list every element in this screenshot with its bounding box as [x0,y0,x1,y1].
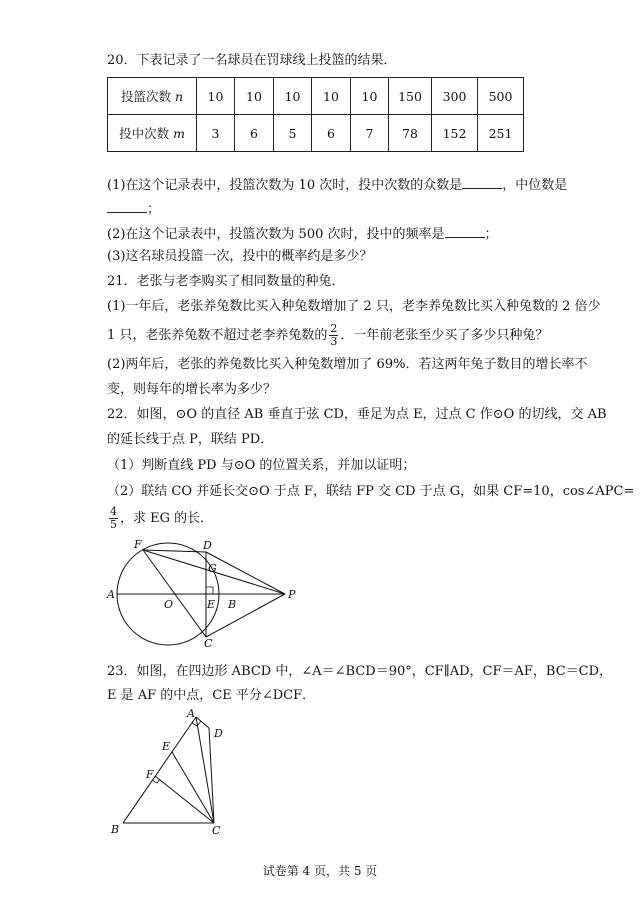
q21-part2-line1: (2)两年后，老张的养兔数比买入种兔数增加了 69%．若这两年兔子数目的增长率不 [107,357,588,372]
q21-stem: 21．老张与老李购买了相同数量的种兔． [107,274,345,289]
line-fd [143,550,206,552]
label-d: D [203,539,212,552]
q21-part1-line2: 1 只，老张养兔数不超过老李养兔数的 $\frac{2}{3}$ ．一年前老张至少买了多少只种兔？ [107,322,549,348]
table-row [108,78,524,115]
label-c: C [204,637,213,648]
table-cell: 251 [478,115,524,152]
side-ab [123,717,196,823]
q20-part3: (3)这名球员投篮一次，投中的概率约是多少？ [107,249,373,264]
q20-part1: (1)在这个记录表中，投篮次数为 10 次时，投中次数的众数是 ，中位数是 [107,175,567,195]
right-angle-mark [206,587,213,594]
table-cell: 5 [274,115,312,152]
q23-quadrilateral-figure [108,706,238,838]
q22-circle-figure [100,538,300,648]
q20-stem: 20．下表记录了一名球员在罚球线上投篮的结果． [107,53,397,68]
table-header-hits: 投中次数 m [108,115,197,152]
table-cell: 3 [197,115,235,152]
table-cell: 6 [235,115,274,152]
table-cell: 10 [197,78,235,115]
table-cell: 10 [274,78,312,115]
label-p: P [288,588,296,601]
fraction: $\frac{2}{3}$ [330,322,338,348]
q23-line1: 23．如图，在四边形 ABCD 中，∠A＝∠BCD＝90°，CF∥AD，CF＝AF，BC＝CD， [107,664,613,679]
label-b: B [111,823,120,836]
answer-blank [445,224,485,238]
label-a: A [107,588,115,601]
q22-line1: 22．如图，⊙O 的直径 AB 垂直于弦 CD，垂足为点 E，过点 C 作⊙O 的切线，交 AB [107,407,607,422]
table-row [108,115,524,152]
q20-part2: (2)在这个记录表中，投篮次数为 500 次时，投中的频率是 ； [107,224,498,244]
answer-blank [462,175,502,189]
table-cell: 10 [312,78,351,115]
table-cell: 7 [351,115,389,152]
label-c: C [212,824,221,837]
table-cell: 152 [432,115,478,152]
label-e: E [207,598,216,611]
segment-fc [155,776,214,823]
label-a: A [187,707,195,720]
line-pc [206,594,285,637]
fraction: $\frac{4}{5}$ [110,505,117,531]
page-footer: 试卷第 4 页，共 5 页 [262,864,378,878]
q21-part1-line1: (1)一年后，老张养兔数比买入种兔数增加了 2 只，老李养兔数比买入种兔数的 2 倍少 [107,299,601,314]
table-cell: 150 [389,78,432,115]
label-d: D [214,727,223,740]
label-e: E [162,740,171,753]
table-cell: 6 [312,115,351,152]
table-cell: 10 [235,78,274,115]
answer-blank [107,199,147,213]
label-f: F [146,768,154,781]
table-cell: 500 [478,78,524,115]
label-g: G [208,562,217,575]
q22-part1: （1）判断直线 PD 与⊙O 的位置关系，并加以证明； [107,458,416,473]
q21-part2-line2: 变，则每年的增长率为多少？ [107,382,277,397]
table-cell: 10 [351,78,389,115]
table-cell: 78 [389,115,432,152]
q22-line2: 的延长线于点 P，联结 PD． [107,432,274,447]
q22-part2: （2）联结 CO 并延长交⊙O 于点 F，联结 FP 交 CD 于点 G，如果 CF=10，cos∠APC= [107,484,635,499]
q20-part1-cont: ； [107,199,160,219]
q22-part2-cont: $\frac{4}{5}$ ，求 EG 的长． [110,505,214,531]
table-cell: 300 [432,78,478,115]
label-f: F [134,538,142,551]
table-header-shots: 投篮次数 n [108,78,197,115]
q20-table [107,77,524,152]
label-o: O [164,598,174,611]
q23-line2: E 是 AF 的中点，CE 平分∠DCF． [107,688,316,703]
label-b: B [228,598,237,611]
